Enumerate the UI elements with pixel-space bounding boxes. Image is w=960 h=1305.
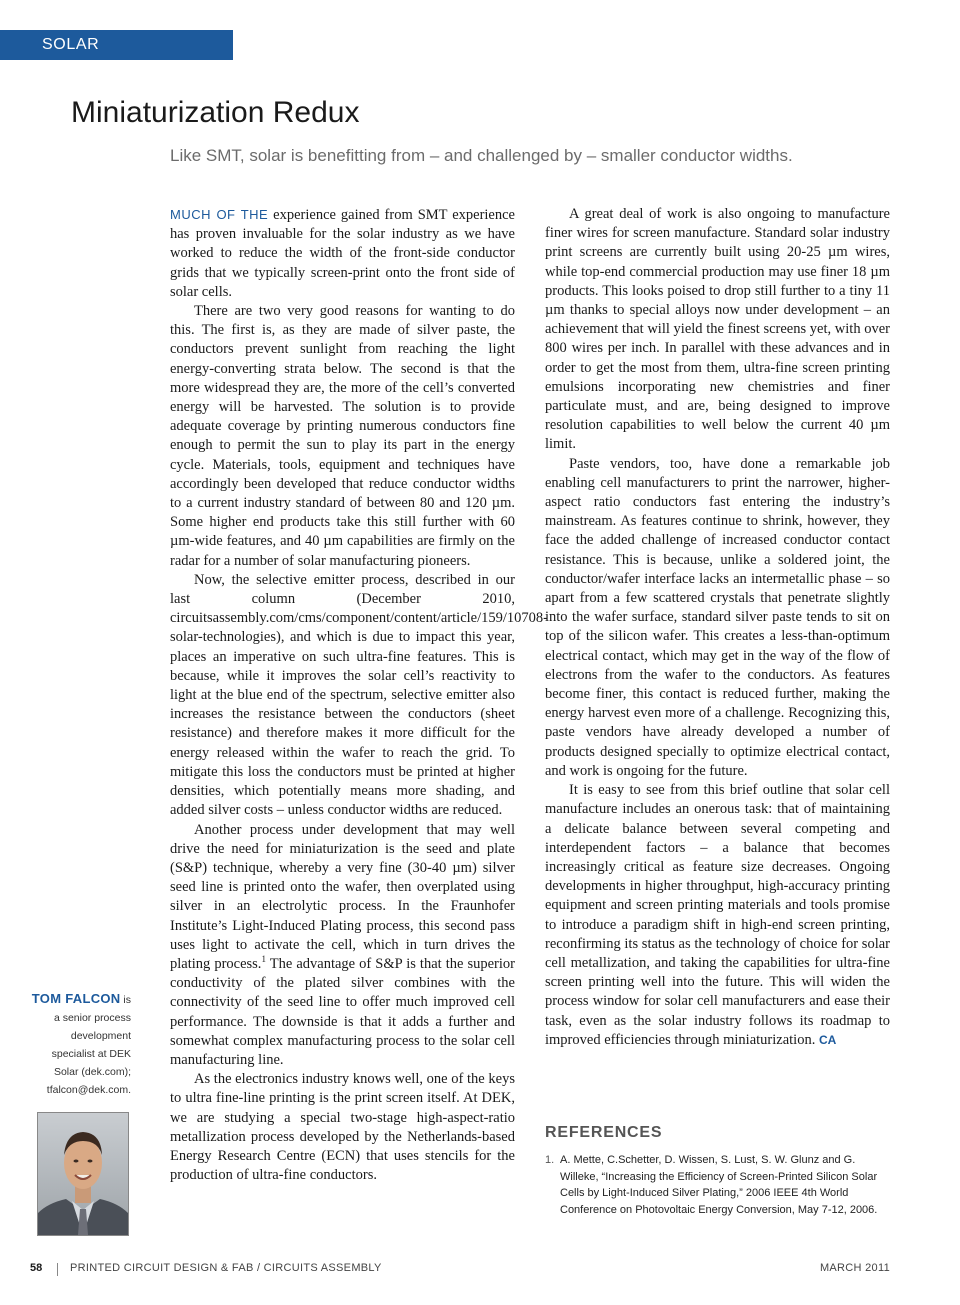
author-bio-line xyxy=(20,990,131,1009)
author-photo xyxy=(37,1112,129,1236)
author-bio xyxy=(20,990,131,1099)
paragraph-text: experience gained from SMT experience has proven invaluable for the solar industry as we have worked to reduce the width of the front-side conductor grids that we typically screen-print onto the front side of solar cells. xyxy=(170,207,515,300)
footnote-marker: 1 xyxy=(261,954,266,965)
end-mark: CA xyxy=(818,1032,837,1047)
article-column-right xyxy=(545,205,890,1050)
body-paragraph xyxy=(170,821,515,1071)
paragraph-text: It is easy to see from this brief outline that solar cell manufacture includes an onerous task: that of maintaining a delicate balance between several competing and interdependent factors – a balance that becomes increasingly critical as feature size decreases. Ongoing developments in higher throughput, high-accuracy printing equipment and screen printing materials and tools promise to introduce a paradigm shift in high-end screen printing, reconfirming its status as the technology of choice for solar cell metallization, and taking the capabilities for ultra-fine screen printing well into the future. This will widen the process window for solar cell manufacturers and ease their task, even as the solar industry follows its roadmap to improved efficiencies through miniaturization. xyxy=(545,782,890,1048)
article-column-left xyxy=(170,205,548,1185)
article-deck: Like SMT, solar is benefitting from – and challenged by – smaller conductor widths. xyxy=(170,146,793,165)
reference-text: A. Mette, C.Schetter, D. Wissen, S. Lust, S. W. Glunz and G. Willeke, “Increasing the Efficiency of Screen-Printed Silicon Solar Cells by Light-Induced Silver Plating,” 2006 IEEE 4th World Conference on Photovoltaic Energy Conversion, May 7-12, 2006. xyxy=(560,1154,878,1216)
article-title: Miniaturization Redux xyxy=(71,96,360,129)
author-bio-line: Solar (dek.com); xyxy=(53,1066,131,1078)
body-paragraph: As the electronics industry knows well, one of the keys to ultra fine-line printing is the print screen itself. At DEK, we are studying a special two-stage high-aspect-ratio metallization process developed by the Netherlands-based Energy Research Centre (ECN) that uses stencils for the production of ultra-fine conductors. xyxy=(170,1071,515,1184)
paragraph-text: Another process under development that may well drive the need for miniaturization is the seed and plate (S&P) technique, whereby a very fine (30-40 µm) silver seed line is printed onto the wafer, then overplated using silver in an electrolytic process. In the Fraunhofer Institute’s Light-Induced Plating process, this second pass uses light to activate the cell, which in turn drives the plating process. xyxy=(170,821,515,972)
reference-item xyxy=(545,1152,890,1218)
author-bio-line: specialist at DEK xyxy=(51,1048,131,1060)
body-paragraph: A great deal of work is also ongoing to manufacture finer wires for screen manufacture. Standard solar industry print screens are currently built using 20-25 µm wires, while top-end commercial production may use finer 18 µm products. This looks poised to drop still further to a tiny 11 µm thanks to special alloys now under development – an achievement that will yield the finest screens yet, with over 800 wires per inch. In parallel with these advances and in order to get the most from them, ultra-fine screen printing emulsions incorporating new chemistries and finer particulate must, and are, being designed to improve resolution capabilities to well below the current 40 µm limit. xyxy=(545,206,890,453)
page-footer xyxy=(30,1262,890,1278)
body-paragraph: Now, the selective emitter process, described in our last column (December 2010, circuitsassembly.com/cms/component/content/article/159/10708-solar-technologies), and which is due to impact this year, places an imperative on such ultra-fine features. This is because, while it improves the solar cell’s reactivity to light at the blue end of the spectrum, selective emitter also increases the resistance between the conductors (sheet resistance) and therefore makes it more difficult for the energy released within the wafer to reach the grid. To mitigate this loss the conductors must be printed at higher densities, which potentially means more shading, and added silver costs – unless conductor widths are reduced. xyxy=(170,571,548,819)
paragraph-text: The advantage of S&P is that the superior conductivity of the plated silver combines with the connectivity of the seed line to offer much improved cell performance. The downside is that it adds a further and somewhat complex manufacturing process to the solar cell manufacturing line. xyxy=(170,955,515,1068)
body-paragraph xyxy=(170,205,515,302)
publication-name: PRINTED CIRCUIT DESIGN & FAB / CIRCUITS ASSEMBLY xyxy=(70,1262,382,1274)
body-paragraph: There are two very good reasons for wanting to do this. The first is, as they are made of silver paste, the conductors prevent sunlight from reaching the light energy-converting strata below. The second is that the more widespread they are, the more of the cell’s converted energy will be harvested. The solution is to provide adequate coverage by printing numerous conductors fine enough to permit the sun to play its part in the energy cycle. Materials, tools, equipment and techniques have accordingly been developed that reduce conductor widths to a current industry standard of between 80 and 120 µm. Some higher end products take this still further with 60 µm-wide features, and 40 µm capabilities are firmly on the radar for a number of solar manufacturing pioneers. xyxy=(170,303,515,569)
section-tag: SOLAR TECHNOLOGIES xyxy=(0,30,233,60)
body-paragraph xyxy=(545,781,890,1050)
author-bio-line: a senior process xyxy=(53,1012,131,1024)
issue-date: MARCH 2011 xyxy=(819,1262,890,1274)
photo-right-eye xyxy=(88,1160,93,1163)
page-number: 58 xyxy=(30,1262,43,1274)
author-bio-line: development xyxy=(70,1030,131,1042)
footer-divider xyxy=(57,1263,58,1276)
body-paragraph: Paste vendors, too, have done a remarkable job enabling cell manufacturers to print the narrower, higher-aspect ratio conductors fast entering the industry’s mainstream. As features continue to shrink, however, they face the added challenge of increased conductor contact resistance. This is because, unlike a soldered joint, the conductor/wafer interface lacks an intermetallic phase – so apart from a few scattered crystals that penetrate slightly into the wafer surface, standard silver paste tends to sit on top of the silicon wafer. This creates a less-than-optimum electrical contact, which may get in the way of the flow of electrons from the wafer to the conductors. As features become finer, this contact is reduced further, making the energy harvest even more of a challenge. Recognizing this, paste vendors have already developed a number of products designed specially to optimize electrical contact, and work is ongoing for the future. xyxy=(545,455,890,779)
lead-in: MUCH OF THE xyxy=(170,207,269,222)
reference-number: 1. xyxy=(545,1154,555,1166)
author-bio-text: is xyxy=(123,994,131,1006)
references-heading: REFERENCES xyxy=(545,1124,663,1141)
author-email[interactable]: tfalcon@dek.com. xyxy=(46,1084,131,1096)
author-name: TOM FALCON xyxy=(31,991,121,1006)
photo-left-eye xyxy=(74,1160,79,1163)
